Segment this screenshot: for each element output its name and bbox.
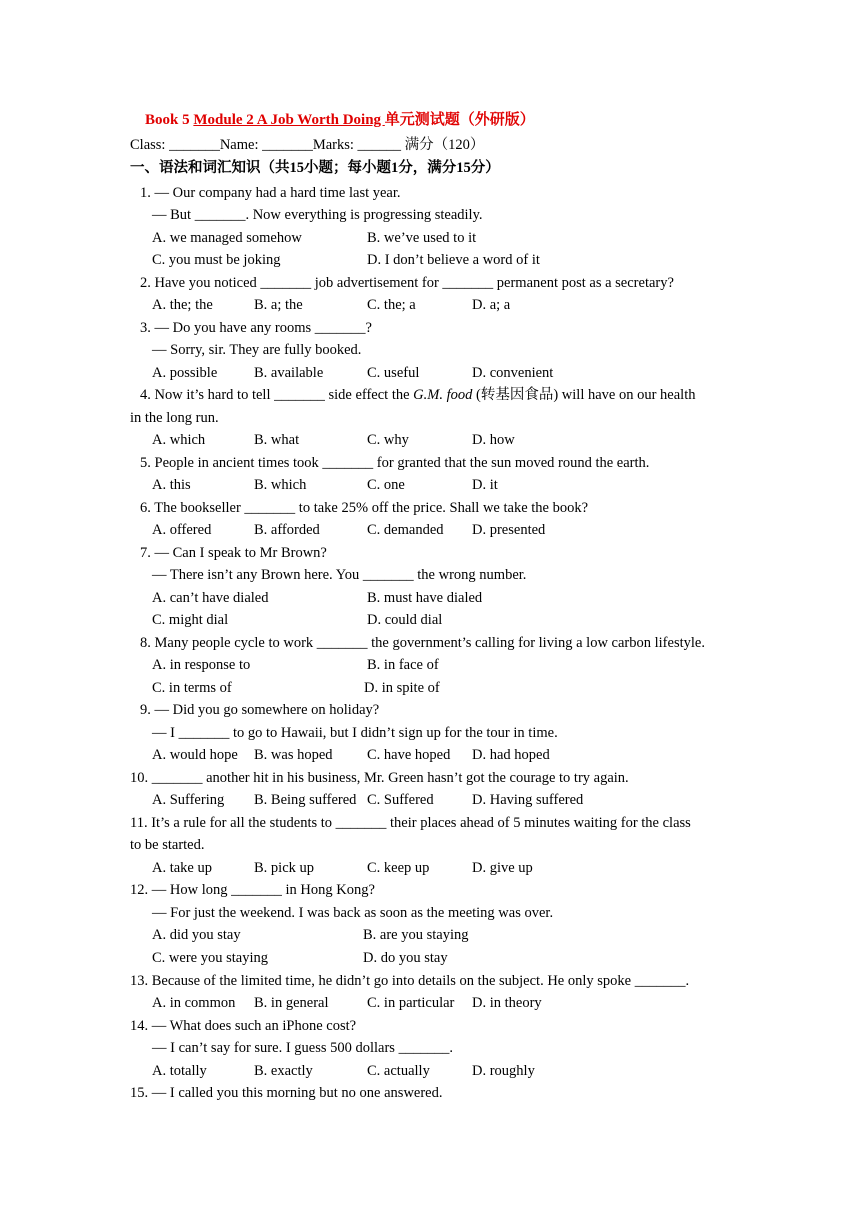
question-12-option-d: D. do you stay	[363, 950, 448, 966]
question-4-stem-a: 4. Now it’s hard to tell _______ side effect the	[140, 387, 414, 403]
question-7-option-d: D. could dial	[367, 612, 443, 628]
question-11-option-a: A. take up	[152, 860, 212, 876]
question-13-option-b: B. in general	[254, 995, 329, 1011]
question-7-option-b: B. must have dialed	[367, 590, 483, 606]
question-12-response: — For just the weekend. I was back as soon as the meeting was over.	[152, 905, 554, 921]
question-6-option-d: D. presented	[472, 522, 546, 538]
question-14-stem: 14. — What does such an iPhone cost?	[130, 1018, 357, 1034]
question-13-stem: 13. Because of the limited time, he didn’t go into details on the subject. He only spoke _______.	[130, 973, 690, 989]
question-2-option-a: A. the; the	[152, 297, 213, 313]
question-13-option-c: C. in particular	[367, 995, 455, 1011]
question-4-option-c: C. why	[367, 432, 409, 448]
question-1-stem: 1. — Our company had a hard time last year.	[140, 185, 401, 201]
title-module: Module 2 A Job Worth Doing	[193, 112, 385, 128]
question-1-option-d: D. I don’t believe a word of it	[367, 252, 540, 268]
question-1-option-b: B. we’ve used to it	[367, 230, 477, 246]
question-7-option-c: C. might dial	[152, 612, 229, 628]
question-6-option-c: C. demanded	[367, 522, 444, 538]
question-1-option-c: C. you must be joking	[152, 252, 281, 268]
question-11-option-d: D. give up	[472, 860, 533, 876]
question-5-option-b: B. which	[254, 477, 307, 493]
question-9-option-b: B. was hoped	[254, 747, 333, 763]
question-3-option-c: C. useful	[367, 365, 420, 381]
question-12-stem: 12. — How long _______ in Hong Kong?	[130, 882, 375, 898]
class-name-marks-line: Class: _______Name: _______Marks: ______ 满分（120）	[130, 137, 485, 153]
question-12-option-a: A. did you stay	[152, 927, 241, 943]
question-10-option-b: B. Being suffered	[254, 792, 357, 808]
question-10-option-a: A. Suffering	[152, 792, 225, 808]
question-4-stem-b: (转基因食品) will have on our health	[472, 387, 696, 403]
question-14-option-d: D. roughly	[472, 1063, 535, 1079]
question-8-option-a: A. in response to	[152, 657, 251, 673]
question-6-option-b: B. afforded	[254, 522, 320, 538]
question-4-option-d: D. how	[472, 432, 515, 448]
question-14-response: — I can’t say for sure. I guess 500 dollars _______.	[152, 1040, 453, 1056]
question-3-option-b: B. available	[254, 365, 324, 381]
question-11-option-b: B. pick up	[254, 860, 315, 876]
question-3-response: — Sorry, sir. They are fully booked.	[152, 342, 362, 358]
question-6-stem: 6. The bookseller _______ to take 25% off the price. Shall we take the book?	[140, 500, 589, 516]
document-title	[145, 108, 535, 129]
question-11-option-c: C. keep up	[367, 860, 430, 876]
question-3-option-d: D. convenient	[472, 365, 554, 381]
question-14-option-b: B. exactly	[254, 1063, 313, 1079]
question-4-stem	[140, 386, 695, 404]
question-8-option-d: D. in spite of	[364, 680, 440, 696]
question-2-option-d: D. a; a	[472, 297, 511, 313]
question-4-option-a: A. which	[152, 432, 206, 448]
question-15-stem: 15. — I called you this morning but no one answered.	[130, 1085, 443, 1101]
question-3-option-a: A. possible	[152, 365, 218, 381]
question-7-response: — There isn’t any Brown here. You _______ the wrong number.	[152, 567, 527, 583]
question-1-option-a: A. we managed somehow	[152, 230, 302, 246]
question-3-stem: 3. — Do you have any rooms _______?	[140, 320, 372, 336]
question-12-option-b: B. are you staying	[363, 927, 469, 943]
question-4-stem-italic: G.M. food	[413, 387, 473, 403]
question-9-stem: 9. — Did you go somewhere on holiday?	[140, 702, 380, 718]
question-1-response: — But _______. Now everything is progressing steadily.	[152, 207, 483, 223]
question-7-option-a: A. can’t have dialed	[152, 590, 269, 606]
question-5-option-a: A. this	[152, 477, 191, 493]
question-9-option-c: C. have hoped	[367, 747, 451, 763]
question-9-response: — I _______ to go to Hawaii, but I didn’t sign up for the tour in time.	[152, 725, 558, 741]
section-heading: 一、语法和词汇知识（共15小题；每小题1分，满分15分）	[130, 160, 500, 176]
question-2-option-b: B. a; the	[254, 297, 303, 313]
question-8-option-c: C. in terms of	[152, 680, 232, 696]
question-5-option-d: D. it	[472, 477, 498, 493]
title-prefix: Book 5	[145, 112, 194, 128]
question-13-option-d: D. in theory	[472, 995, 542, 1011]
question-7-stem: 7. — Can I speak to Mr Brown?	[140, 545, 327, 561]
question-4-option-b: B. what	[254, 432, 300, 448]
question-14-option-c: C. actually	[367, 1063, 430, 1079]
question-11-stem-cont: to be started.	[130, 837, 205, 853]
question-5-option-c: C. one	[367, 477, 405, 493]
question-9-option-d: D. had hoped	[472, 747, 550, 763]
title-suffix: 单元测试题（外研版）	[384, 112, 535, 128]
question-9-option-a: A. would hope	[152, 747, 238, 763]
question-2-stem: 2. Have you noticed _______ job advertisement for _______ permanent post as a secretary?	[140, 275, 674, 291]
question-5-stem: 5. People in ancient times took _______ for granted that the sun moved round the earth.	[140, 455, 650, 471]
question-8-stem: 8. Many people cycle to work _______ the government’s calling for living a low carbon lifestyle.	[140, 635, 705, 651]
question-13-option-a: A. in common	[152, 995, 236, 1011]
question-2-option-c: C. the; a	[367, 297, 416, 313]
question-6-option-a: A. offered	[152, 522, 212, 538]
question-10-option-d: D. Having suffered	[472, 792, 584, 808]
question-10-option-c: C. Suffered	[367, 792, 434, 808]
question-12-option-c: C. were you staying	[152, 950, 268, 966]
question-11-stem: 11. It’s a rule for all the students to _______ their places ahead of 5 minutes waiting for the class	[130, 815, 691, 831]
question-4-stem-cont: in the long run.	[130, 410, 219, 426]
question-8-option-b: B. in face of	[367, 657, 439, 673]
question-10-stem: 10. _______ another hit in his business, Mr. Green hasn’t got the courage to try again.	[130, 770, 629, 786]
question-14-option-a: A. totally	[152, 1063, 207, 1079]
